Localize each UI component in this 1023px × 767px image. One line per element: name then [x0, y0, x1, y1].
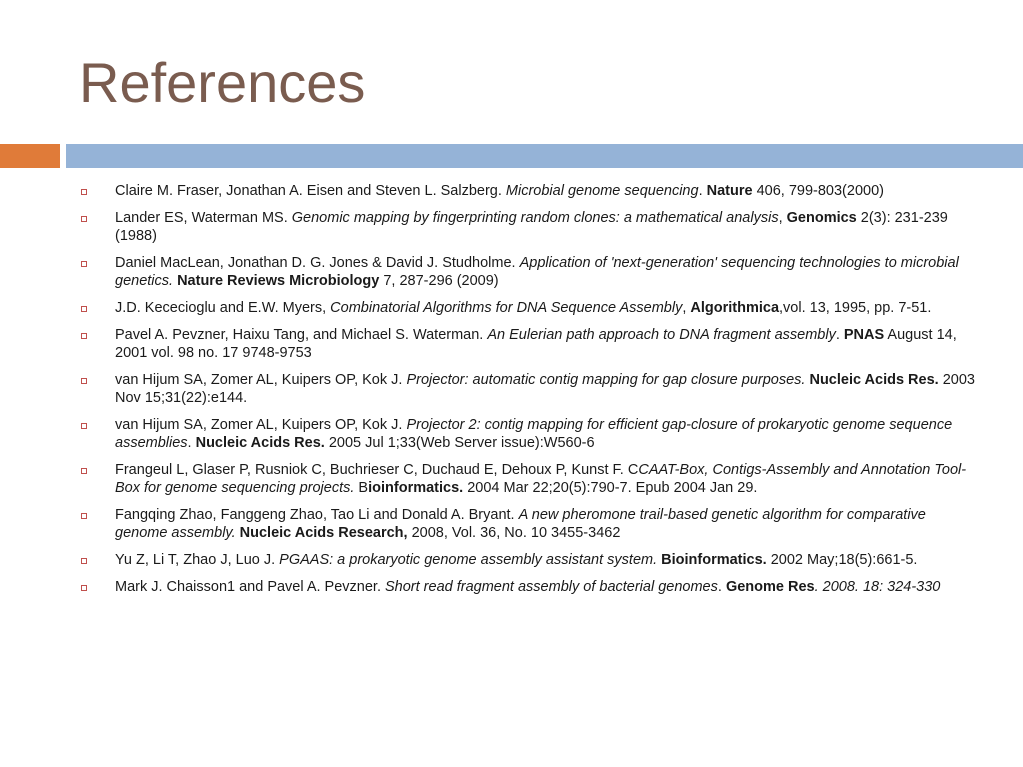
reference-title: Projector 2: contig mapping for efficient gap-closure of prokaryotic genome sequence assemblies: [115, 417, 953, 451]
reference-separator: B: [354, 480, 369, 496]
reference-title: A new pheromone trail-based genetic algorithm for comparative genome assembly.: [115, 507, 926, 541]
reference-authors: Fangqing Zhao, Fanggeng Zhao, Tao Li and Donald A. Bryant.: [115, 507, 519, 523]
reference-journal: Bioinformatics.: [661, 552, 767, 568]
reference-separator: ,: [682, 300, 691, 316]
square-bullet-icon: [81, 558, 87, 564]
reference-authors: van Hijum SA, Zomer AL, Kuipers OP, Kok J.: [115, 417, 407, 433]
square-bullet-icon: [81, 585, 87, 591]
reference-authors: Daniel MacLean, Jonathan D. G. Jones & David J. Studholme.: [115, 255, 520, 271]
reference-details: 406, 799-803(2000): [752, 183, 884, 199]
reference-title: Short read fragment assembly of bacterial genomes: [385, 579, 718, 595]
reference-authors: J.D. Kececioglu and E.W. Myers,: [115, 300, 331, 316]
reference-separator: .: [698, 183, 707, 199]
reference-authors: van Hijum SA, Zomer AL, Kuipers OP, Kok J.: [115, 372, 407, 388]
square-bullet-icon: [81, 468, 87, 474]
reference-item-3: [78, 254, 978, 290]
reference-details: 2005 Jul 1;33(Web Server issue):W560-6: [324, 435, 595, 451]
reference-journal: Nature: [706, 183, 753, 199]
square-bullet-icon: [81, 333, 87, 339]
square-bullet-icon: [81, 423, 87, 429]
reference-journal: Genomics: [786, 210, 857, 226]
reference-details: 7, 287-296 (2009): [379, 273, 499, 289]
reference-separator: .: [835, 327, 844, 343]
reference-item-5: [78, 326, 978, 362]
reference-title: Application of 'next-generation' sequencing technologies to microbial genetics.: [115, 255, 959, 289]
square-bullet-icon: [81, 513, 87, 519]
reference-journal: Algorithmica: [690, 300, 780, 316]
reference-item-10: [78, 551, 978, 569]
reference-title: CAAT-Box, Contigs-Assembly and Annotation Tool-Box for genome sequencing projects.: [115, 462, 967, 496]
reference-separator: ,: [778, 210, 787, 226]
reference-journal: Nature Reviews Microbiology: [177, 273, 380, 289]
reference-title: Projector: automatic contig mapping for gap closure purposes.: [406, 372, 806, 388]
reference-journal: Nucleic Acids Research,: [239, 525, 408, 541]
reference-title: PGAAS: a prokaryotic genome assembly assistant system.: [279, 552, 658, 568]
reference-details: 2004 Mar 22;20(5):790-7. Epub 2004 Jan 29.: [463, 480, 758, 496]
reference-item-2: [78, 209, 978, 245]
reference-authors: Pavel A. Pevzner, Haixu Tang, and Michael S. Waterman.: [115, 327, 488, 343]
reference-details: ,vol. 13, 1995, pp. 7-51.: [779, 300, 932, 316]
reference-item-1: [78, 182, 978, 200]
square-bullet-icon: [81, 378, 87, 384]
reference-details: 2008, Vol. 36, No. 10 3455-3462: [407, 525, 621, 541]
reference-separator: .: [187, 435, 196, 451]
reference-authors: Yu Z, Li T, Zhao J, Luo J.: [115, 552, 280, 568]
square-bullet-icon: [81, 306, 87, 312]
reference-authors: Mark J. Chaisson1 and Pavel A. Pevzner.: [115, 579, 385, 595]
reference-title: An Eulerian path approach to DNA fragment assembly: [487, 327, 836, 343]
reference-title: Combinatorial Algorithms for DNA Sequence Assembly: [330, 300, 683, 316]
reference-details: 2(3): 231-239 (1988): [115, 210, 948, 244]
reference-authors: Claire M. Fraser, Jonathan A. Eisen and Steven L. Salzberg.: [115, 183, 506, 199]
reference-title: Genomic mapping by fingerprinting random clones: a mathematical analysis: [291, 210, 779, 226]
square-bullet-icon: [81, 189, 87, 195]
reference-authors: Frangeul L, Glaser P, Rusniok C, Buchrieser C, Duchaud E, Dehoux P, Kunst F. C: [115, 462, 639, 478]
reference-title: Microbial genome sequencing: [505, 183, 699, 199]
reference-details: 2003 Nov 15;31(22):e144.: [115, 372, 975, 406]
reference-item-8: [78, 461, 978, 497]
reference-journal: Nucleic Acids Res.: [195, 435, 325, 451]
reference-journal: PNAS: [843, 327, 885, 343]
reference-journal: Genome Res: [725, 579, 815, 595]
reference-item-6: [78, 371, 978, 407]
reference-item-11: [78, 578, 978, 596]
reference-item-7: [78, 416, 978, 452]
square-bullet-icon: [81, 216, 87, 222]
square-bullet-icon: [81, 261, 87, 267]
reference-item-9: [78, 506, 978, 542]
reference-separator: .: [717, 579, 726, 595]
reference-details: 2002 May;18(5):661-5.: [766, 552, 918, 568]
accent-bar-blue: [66, 144, 1023, 168]
reference-list: [78, 182, 978, 605]
reference-authors: Lander ES, Waterman MS.: [115, 210, 292, 226]
reference-details: August 14, 2001 vol. 98 no. 17 9748-9753: [115, 327, 957, 361]
reference-journal: ioinformatics.: [368, 480, 464, 496]
accent-bar-orange: [0, 144, 60, 168]
reference-item-4: [78, 299, 978, 317]
slide-title: References: [79, 51, 366, 114]
reference-details: . 2008. 18: 324-330: [814, 579, 941, 595]
reference-journal: Nucleic Acids Res.: [809, 372, 939, 388]
